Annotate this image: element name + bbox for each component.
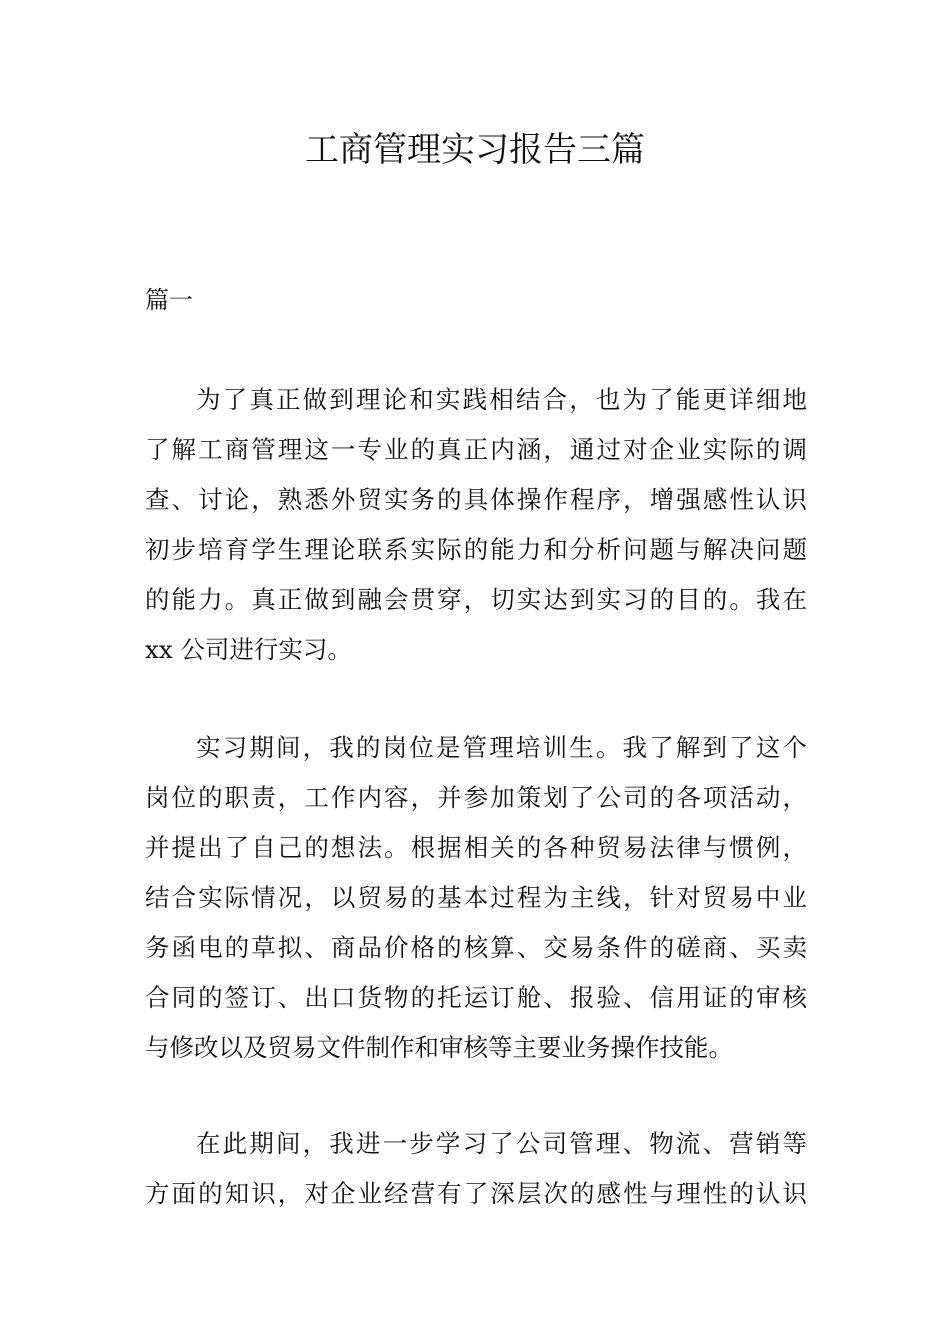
paragraph-line: 查、讨论，熟悉外贸实务的具体操作程序，增强感性认识 bbox=[145, 485, 807, 514]
paragraph-line: 方面的知识，对企业经营有了深层次的感性与理性的认识 bbox=[145, 1179, 807, 1208]
paragraph-line: 实习期间，我的岗位是管理培训生。我了解到了这个 bbox=[196, 733, 807, 762]
paragraph-line: 与修改以及贸易文件制作和审核等主要业务操作技能。 bbox=[145, 1033, 733, 1062]
paragraph-line: 并提出了自己的想法。根据相关的各种贸易法律与惯例， bbox=[145, 833, 807, 862]
paragraph-line: 务函电的草拟、商品价格的核算、交易条件的磋商、买卖 bbox=[145, 933, 807, 962]
section-label: 篇一 bbox=[145, 286, 193, 314]
paragraph-line: 为了真正做到理论和实践相结合，也为了能更详细地 bbox=[196, 385, 807, 414]
paragraph-line: 结合实际情况，以贸易的基本过程为主线，针对贸易中业 bbox=[145, 883, 807, 912]
document-title: 工商管理实习报告三篇 bbox=[305, 130, 645, 170]
paragraph-line: 的能力。真正做到融会贯穿，切实达到实习的目的。我在 bbox=[145, 585, 807, 614]
paragraph-line: 岗位的职责，工作内容，并参加策划了公司的各项活动， bbox=[145, 783, 807, 812]
paragraph-line: 合同的签订、出口货物的托运订舱、报验、信用证的审核 bbox=[145, 983, 807, 1012]
paragraph-line: 在此期间，我进一步学习了公司管理、物流、营销等 bbox=[196, 1129, 807, 1158]
paragraph-line: 初步培育学生理论联系实际的能力和分析问题与解决问题 bbox=[145, 535, 807, 564]
paragraph-line: xx 公司进行实习。 bbox=[145, 635, 352, 664]
paragraph-line: 了解工商管理这一专业的真正内涵，通过对企业实际的调 bbox=[145, 435, 807, 464]
